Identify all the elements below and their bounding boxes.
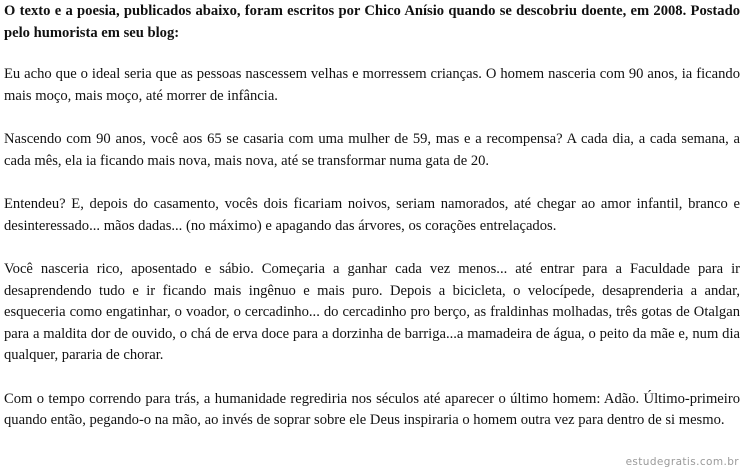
paragraph-1: Eu acho que o ideal seria que as pessoas nascessem velhas e morressem crianças. O homem nasceria com 90 anos, ia ficando mais moço, mais moço, até morrer de infância. [4, 66, 740, 104]
paragraph-4: Você nasceria rico, aposentado e sábio. Começaria a ganhar cada vez menos... até entrar para a Faculdade para ir desaprendendo tudo e ir ficando mais ingênuo e mais puro. Depois a bicicleta, o velocípede, desaprenderia a andar, esqueceria como engatinhar, o voador, o cercadinho... do cercadinho pro berço, as fraldinhas molhadas, três gotas de Otalgan para a maldita dor de ouvido, o chá de erva doce para a dorzinha de barriga...a mamadeira de água, o peito da mãe e, num dia qualquer, pararia de chorar. [4, 261, 740, 363]
document-body [4, 1, 740, 454]
intro-text: O texto e a poesia, publicados abaixo, foram escritos por Chico Anísio quando se descobriu doente, em 2008. Postado pelo humorista em seu blog: [4, 3, 740, 41]
paragraph-2: Nascendo com 90 anos, você aos 65 se casaria com uma mulher de 59, mas e a recompensa? A cada dia, a cada semana, a cada mês, ela ia ficando mais nova, mais nova, até se transformar numa gata de 20. [4, 131, 740, 169]
paragraph-5: Com o tempo correndo para trás, a humanidade regrediria nos séculos até aparecer o último homem: Adão. Último-primeiro quando então, pegando-o na mão, ao invés de soprar sobre ele Deus inspiraria o homem outra vez para dentro de si mesmo. [4, 390, 740, 428]
paragraph-3: Entendeu? E, depois do casamento, vocês dois ficariam noivos, seriam namorados, até chegar ao amor infantil, branco e desinteressado... mãos dadas... (no máximo) e apagando das árvores, os corações entrelaçados. [4, 196, 740, 234]
watermark: estudegratis.com.br [625, 456, 739, 468]
